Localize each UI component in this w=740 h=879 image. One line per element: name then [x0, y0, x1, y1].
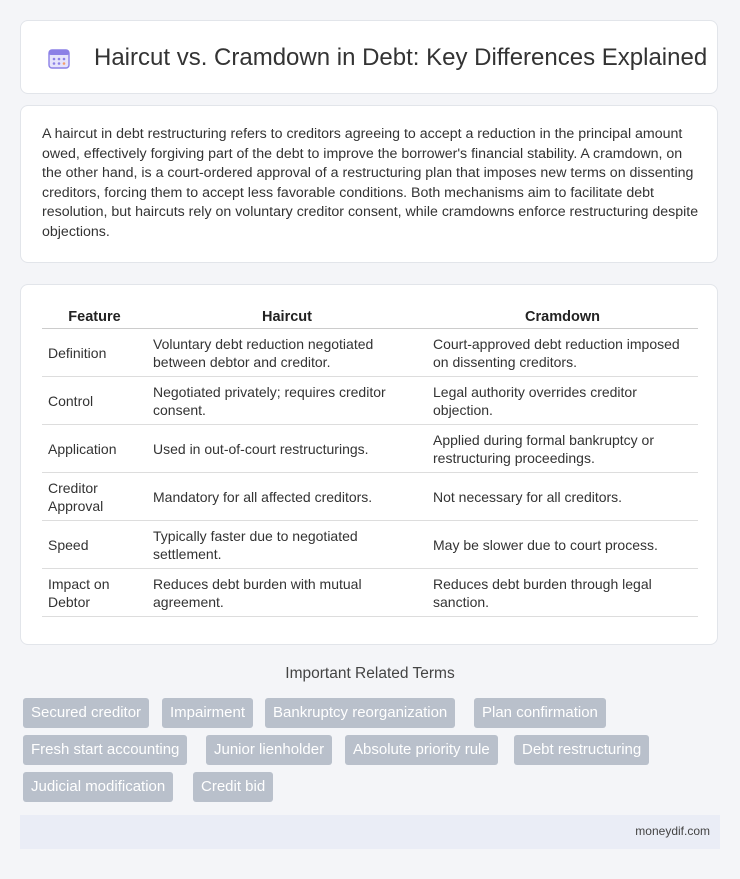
calendar-icon — [47, 46, 71, 70]
haircut-cell: Negotiated privately; requires creditor consent. — [147, 377, 427, 425]
cramdown-cell: Court-approved debt reduction imposed on dissenting creditors. — [427, 329, 698, 377]
haircut-cell: Used in out-of-court restructurings. — [147, 425, 427, 473]
feature-cell: Control — [42, 377, 147, 425]
table-row — [42, 329, 698, 377]
comparison-table-card — [20, 284, 718, 645]
cramdown-cell: May be slower due to court process. — [427, 521, 698, 569]
cramdown-cell: Not necessary for all creditors. — [427, 473, 698, 521]
table-header-row — [42, 306, 698, 329]
table-row — [42, 521, 698, 569]
tag-credit-bid[interactable]: Credit bid — [193, 772, 273, 802]
feature-cell: Creditor Approval — [42, 473, 147, 521]
feature-cell: Speed — [42, 521, 147, 569]
tag-impairment[interactable]: Impairment — [162, 698, 253, 728]
cramdown-cell: Reduces debt burden through legal sanction. — [427, 569, 698, 617]
header-feature: Feature — [42, 306, 147, 329]
tag-judicial-modification[interactable]: Judicial modification — [23, 772, 173, 802]
tag-secured-creditor[interactable]: Secured creditor — [23, 698, 149, 728]
comparison-table — [42, 306, 698, 617]
tag-absolute-priority-rule[interactable]: Absolute priority rule — [345, 735, 498, 765]
footer-site-link[interactable]: moneydif.com — [635, 824, 710, 838]
intro-paragraph: A haircut in debt restructuring refers to creditors agreeing to accept a reduction in the principal amount owed, effectively forgiving part of the debt to improve the borrower's financial stability. A cramdown, on the other hand, is a court-ordered approval of a restructuring plan that imposes new terms on dissenting creditors, forcing them to accept less favorable conditions. Both mechanisms aim to facilitate debt resolution, but haircuts rely on voluntary creditor consent, while cramdowns enforce restructuring despite objections. — [42, 126, 699, 240]
cramdown-cell: Applied during formal bankruptcy or restructuring proceedings. — [427, 425, 698, 473]
haircut-cell: Mandatory for all affected creditors. — [147, 473, 427, 521]
feature-cell: Impact on Debtor — [42, 569, 147, 617]
page-title: Haircut vs. Cramdown in Debt: Key Differences Explained — [94, 44, 708, 71]
intro-card — [20, 105, 718, 263]
cramdown-cell: Legal authority overrides creditor objection. — [427, 377, 698, 425]
table-row — [42, 377, 698, 425]
header-cramdown: Cramdown — [427, 306, 698, 329]
haircut-cell: Reduces debt burden with mutual agreement. — [147, 569, 427, 617]
tag-fresh-start-accounting[interactable]: Fresh start accounting — [23, 735, 187, 765]
table-row — [42, 569, 698, 617]
feature-cell: Definition — [42, 329, 147, 377]
feature-cell: Application — [42, 425, 147, 473]
title-card — [20, 20, 718, 94]
header-haircut: Haircut — [147, 306, 427, 329]
table-row — [42, 473, 698, 521]
tag-plan-confirmation[interactable]: Plan confirmation — [474, 698, 606, 728]
tag-debt-restructuring[interactable]: Debt restructuring — [514, 735, 649, 765]
tag-bankruptcy-reorganization[interactable]: Bankruptcy reorganization — [265, 698, 455, 728]
footer — [20, 815, 720, 849]
haircut-cell: Typically faster due to negotiated settlement. — [147, 521, 427, 569]
table-row — [42, 425, 698, 473]
haircut-cell: Voluntary debt reduction negotiated between debtor and creditor. — [147, 329, 427, 377]
tag-junior-lienholder[interactable]: Junior lienholder — [206, 735, 332, 765]
related-terms-title: Important Related Terms — [285, 665, 455, 682]
